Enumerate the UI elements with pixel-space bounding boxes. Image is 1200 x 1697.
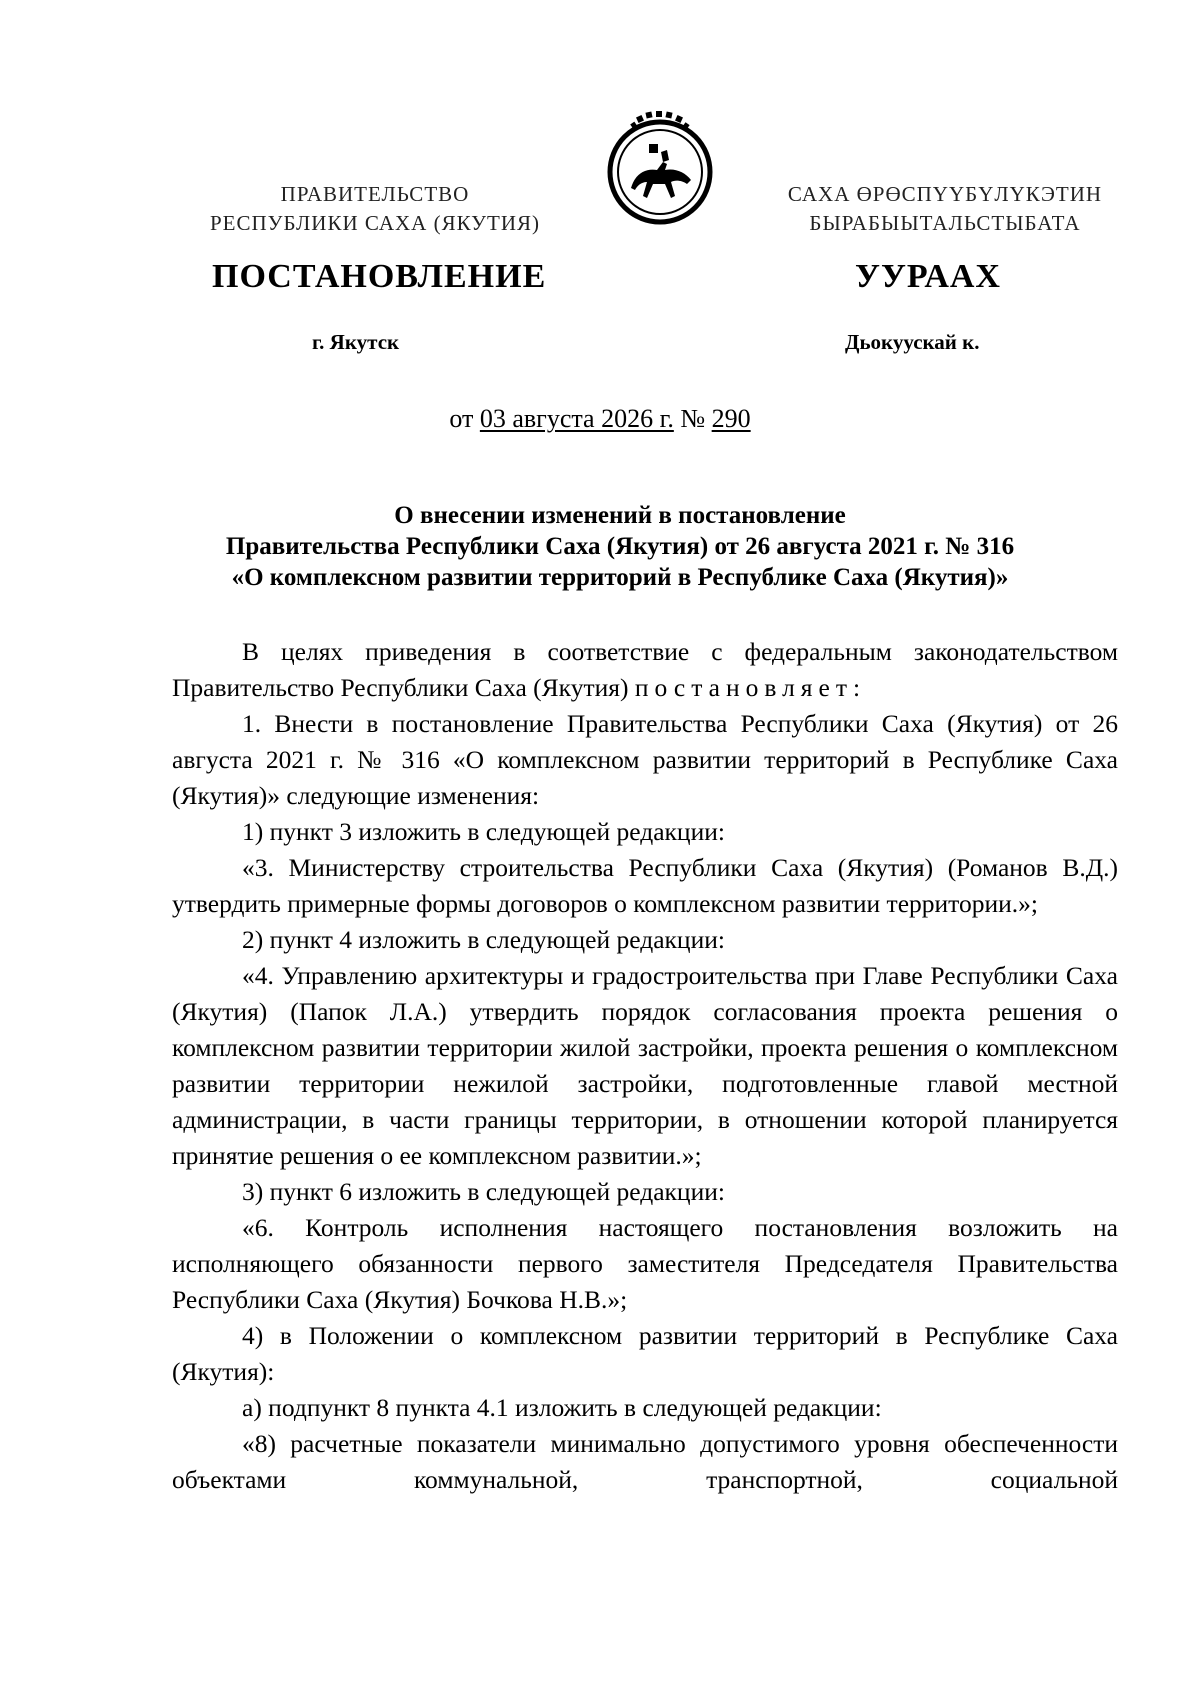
paragraph-item-1: 1. Внести в постановление Правительства Республики Саха (Якутия) от 26 августа 2021 г. № 316 «О комплексном развитии территорий в Республике Саха (Якутия)» следующие изменения:	[172, 709, 1118, 810]
paragraph-point-6: «6. Контроль исполнения настоящего постановления возложить на исполняющего обязанности первого заместителя Председателя Правительства Республики Саха (Якутия) Бочкова Н.В.»;	[172, 1213, 1118, 1314]
date-number-line	[0, 404, 1200, 434]
paragraph-subitem-2: 2) пункт 4 изложить в следующей редакции:	[242, 925, 725, 954]
city-ru: г. Якутск	[312, 330, 400, 354]
header-right-sakha	[730, 180, 1160, 238]
city-sakha: Дьокуускай к.	[845, 330, 980, 354]
paragraph-subpoint-8: «8) расчетные показатели минимально допустимого уровня обеспеченности объектами коммунальной, транспортной, социальной	[172, 1429, 1118, 1494]
document-title	[140, 500, 1100, 593]
title-line-1: О внесении изменений в постановление	[394, 502, 846, 529]
header-left-line-2: РЕСПУБЛИКИ САХА (ЯКУТИЯ)	[209, 211, 541, 235]
coat-of-arms-icon	[601, 110, 719, 228]
document-date: 03 августа 2026 г.	[479, 404, 674, 433]
header-left-line-1: ПРАВИТЕЛЬСТВО	[280, 182, 470, 206]
preamble-text: В целях приведения в соответствие с федеральным законодательством Правительство Республики Саха (Якутия)	[172, 637, 1118, 702]
paragraph-preamble	[172, 634, 1118, 706]
document-body	[172, 634, 1118, 1498]
number-sign: №	[680, 404, 706, 433]
paragraph-subitem-a: а) подпункт 8 пункта 4.1 изложить в следующей редакции:	[242, 1393, 882, 1422]
preamble-resolves: постановляет:	[634, 673, 867, 702]
paragraph-subitem-1: 1) пункт 3 изложить в следующей редакции:	[242, 817, 725, 846]
header-right-line-2: БЫРАБЫЫТАЛЬСТЫБАТА	[809, 211, 1081, 235]
date-prefix: от	[449, 404, 474, 433]
paragraph-point-4: «4. Управлению архитектуры и градостроительства при Главе Республики Саха (Якутия) (Папок Л.А.) утвердить порядок согласования проекта решения о комплексном развитии территории жилой застройки, проекта решения о комплексном развитии территории нежилой застройки, подготовленные главой местной администрации, в части границы территории, в отношении которой планируется принятие решения о ее комплексном развитии.»;	[172, 961, 1118, 1170]
paragraph-subitem-3: 3) пункт 6 изложить в следующей редакции:	[242, 1177, 725, 1206]
doctype-ru: ПОСТАНОВЛЕНИЕ	[212, 258, 547, 295]
title-line-2: Правительства Республики Саха (Якутия) от 26 августа 2021 г. № 316	[225, 533, 1015, 560]
header-left-ru	[165, 180, 585, 238]
header-right-line-1: САХА ӨРӨСПҮҮБҮЛҮКЭТИН	[787, 182, 1103, 206]
document-number: 290	[711, 404, 751, 433]
paragraph-point-3: «3. Министерству строительства Республики Саха (Якутия) (Романов В.Д.) утвердить примерные формы договоров о комплексном развитии территории.»;	[172, 853, 1118, 918]
doctype-sakha: УУРААХ	[855, 258, 1001, 295]
title-line-3: «О комплексном развитии территорий в Республике Саха (Якутия)»	[231, 564, 1009, 591]
paragraph-subitem-4: 4) в Положении о комплексном развитии территорий в Республике Саха (Якутия):	[172, 1321, 1118, 1386]
